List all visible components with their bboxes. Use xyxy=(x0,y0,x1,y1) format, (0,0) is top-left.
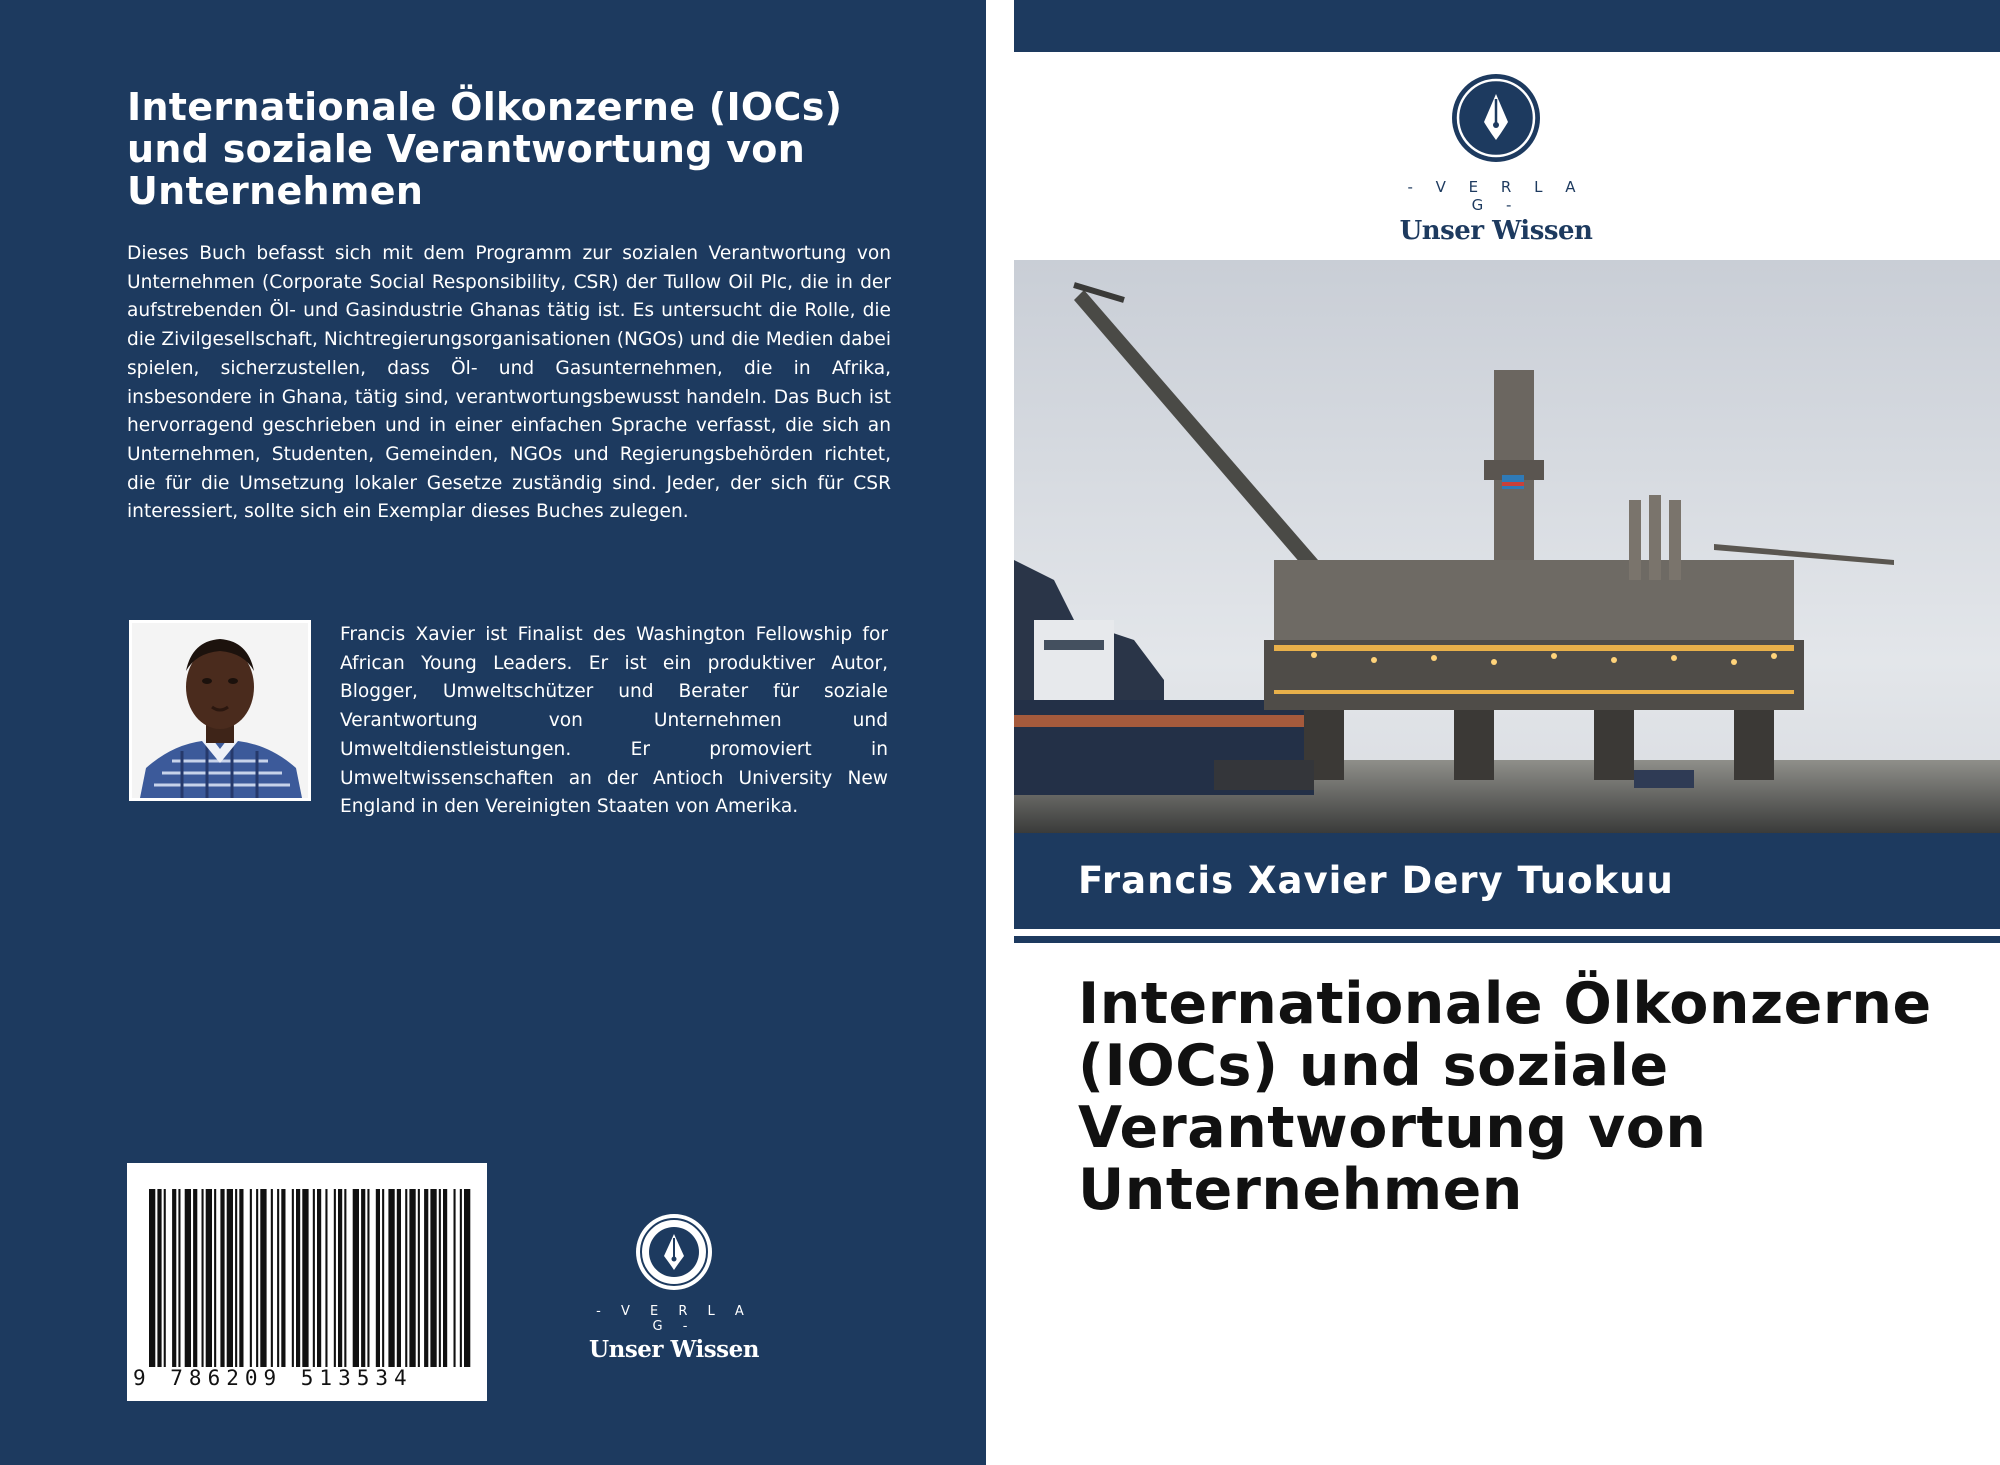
publisher-verlag-label-front: - V E R L A G - xyxy=(1407,178,1585,214)
publisher-logo-front xyxy=(1396,72,1596,246)
pen-nib-seal-icon xyxy=(634,1212,714,1292)
oil-platform-photo xyxy=(1014,260,2000,833)
author-photo xyxy=(129,620,311,801)
isbn-barcode xyxy=(127,1163,487,1401)
front-divider xyxy=(1014,936,2000,943)
back-cover-description: Dieses Buch befasst sich mit dem Programm zur sozialen Verantwortung von Unternehmen (Corporate Social Responsibility, CSR) der Tullow Oil Plc, die in der aufstrebenden Öl- und Gasindustrie Ghanas tätig ist. Es untersucht die Rolle, die die Zivilgesellschaft, Nichtregierungsorganisationen (NGOs) und die Medien dabei spielen, sicherzustellen, dass Öl- und Gasunternehmen, die in Afrika, insbesondere in Ghana, tätig sind, verantwortungsbewusst handeln. Das Buch ist hervorragend geschrieben und in einer einfachen Sprache verfasst, die sich an Unternehmen, Studenten, Gemeinden, NGOs und Regierungsbehörden richtet, die für die Umsetzung lokaler Gesetze zuständig sind. Jeder, der sich für CSR interessiert, sollte sich ein Exemplar dieses Buches zulegen. xyxy=(127,243,891,523)
publisher-verlag-label: - V E R L A G - xyxy=(596,1304,752,1334)
back-cover xyxy=(0,0,986,1465)
publisher-logo-back xyxy=(588,1212,760,1363)
author-band xyxy=(1014,833,2000,929)
author-name: Francis Xavier Dery Tuokuu xyxy=(1078,859,1674,902)
isbn-digits: 9 786209 513534 xyxy=(133,1366,413,1390)
publisher-name: Unser Wissen xyxy=(589,1336,759,1363)
front-top-bar xyxy=(1014,0,2000,52)
pen-nib-seal-icon xyxy=(1450,72,1542,164)
author-bio: Francis Xavier ist Finalist des Washington Fellowship for African Young Leaders. Er ist ein produktiver Autor, Blogger, Umweltschützer und Berater für soziale Verantwortung von Unternehmen und Umweltdienstleistungen. Er promoviert in Umweltwissenschaften an der Antioch University New England in den Vereinigten Staaten von Amerika. xyxy=(340,624,888,818)
spine-gap xyxy=(986,0,1014,1465)
publisher-name-front: Unser Wissen xyxy=(1399,216,1593,246)
front-cover-title: Internationale Ölkonzerne (IOCs) und soziale Verantwortung von Unternehmen xyxy=(1078,971,1932,1223)
back-cover-title: Internationale Ölkonzerne (IOCs) und soziale Verantwortung von Unternehmen xyxy=(127,85,843,213)
